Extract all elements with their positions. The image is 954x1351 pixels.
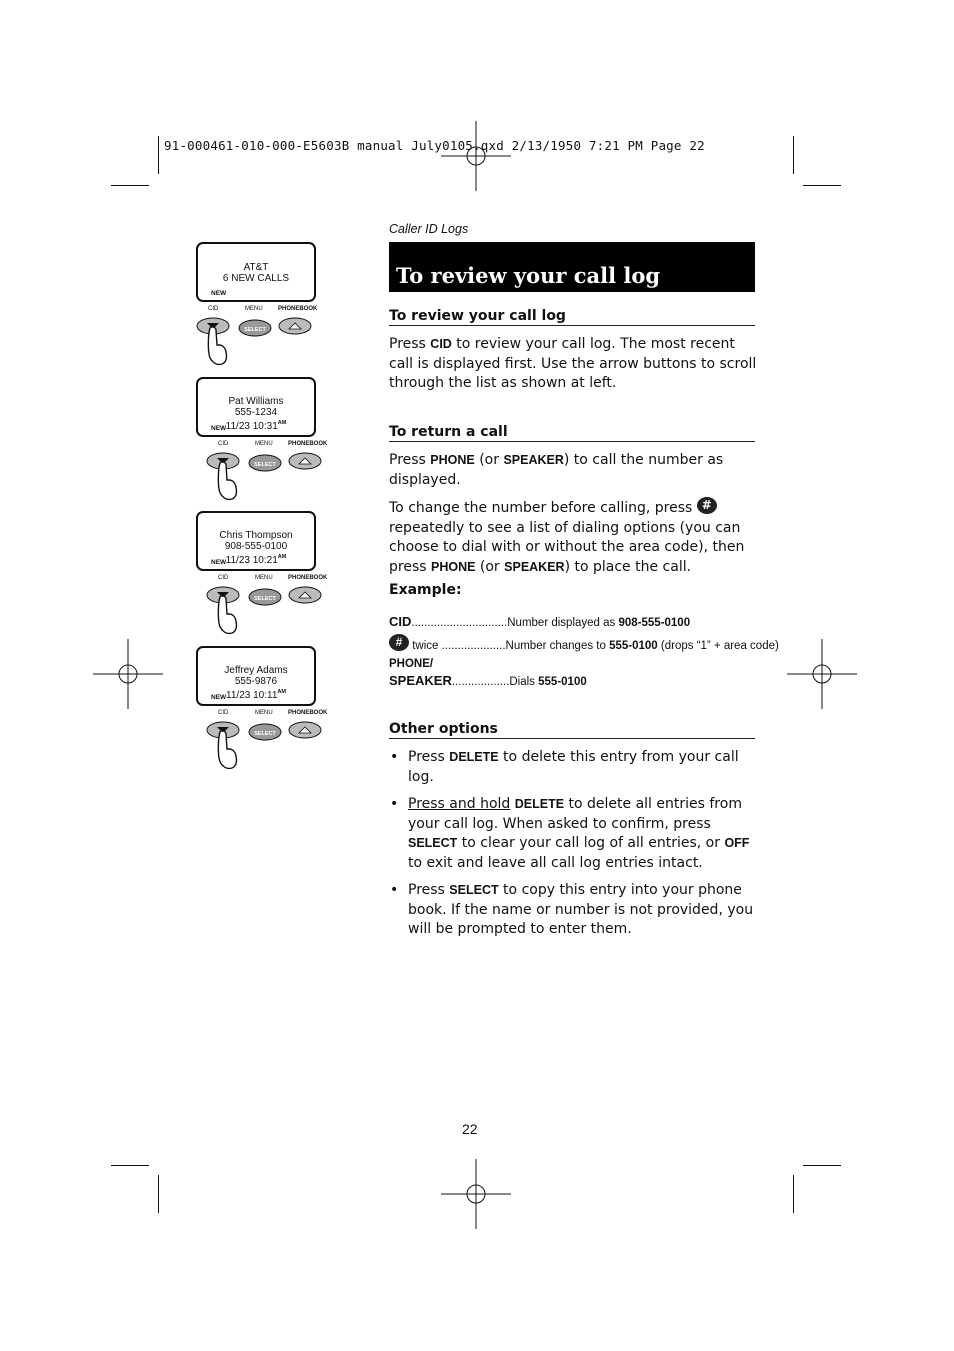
list-item <box>389 748 757 787</box>
keypad-icon <box>206 718 346 780</box>
phone-number: 555-0100 <box>609 640 658 652</box>
crop-mark <box>793 1175 794 1213</box>
cid-label: CID <box>208 306 219 312</box>
example-heading: Example: <box>389 582 462 598</box>
text: Number displayed as <box>507 617 619 629</box>
leader-dots: .................. <box>451 676 510 688</box>
key-phone: PHONE <box>431 559 476 574</box>
example-row-cid <box>389 614 690 629</box>
return-heading: To return a call <box>389 424 755 442</box>
lcd-line-2: 555-1234 <box>234 407 278 418</box>
lcd-line-1: Chris Thompson <box>219 530 293 541</box>
keypad <box>206 441 346 511</box>
timestamp: 11/23 10:21 <box>225 555 278 566</box>
keypad <box>206 710 346 780</box>
am-indicator: AM <box>277 689 286 695</box>
text: To change the number before calling, press <box>389 500 697 516</box>
new-indicator: NEW <box>211 559 227 566</box>
key-delete: DELETE <box>514 797 565 811</box>
text: (or <box>475 558 505 575</box>
key-off: OFF <box>724 836 750 850</box>
text: to delete all entries from your call log. When asked to confirm, press <box>408 796 742 832</box>
menu-label: MENU <box>255 710 273 716</box>
review-heading: To review your call log <box>389 308 755 326</box>
registration-mark <box>93 639 163 709</box>
example-row-hash <box>389 634 779 652</box>
timestamp: 11/23 10:31 <box>225 421 278 432</box>
am-indicator: AM <box>277 420 287 426</box>
phonebook-label: PHONEBOOK <box>288 441 328 447</box>
menu-label: MENU <box>255 575 273 581</box>
text: ) to call the number as displayed. <box>389 452 724 488</box>
am-indicator: AM <box>277 554 287 560</box>
phonebook-label: PHONEBOOK <box>278 306 318 312</box>
bullet: • <box>390 749 399 765</box>
text: to clear your call log of all entries, or <box>457 835 725 851</box>
keypad-icon <box>206 449 346 511</box>
return-paragraph-1 <box>389 451 757 490</box>
lcd-line-1: Pat Williams <box>228 396 284 407</box>
menu-label: MENU <box>255 441 273 447</box>
crop-mark <box>803 1165 841 1166</box>
text: to exit and leave all call log entries intact. <box>408 854 703 871</box>
phonebook-label: PHONEBOOK <box>288 575 328 581</box>
example-row-speaker <box>389 673 587 688</box>
list-item <box>389 795 757 873</box>
hash-key-icon: # <box>389 634 409 651</box>
keypad-icon <box>196 314 336 376</box>
hash-key-icon: # <box>697 497 717 514</box>
crop-mark <box>158 1175 159 1213</box>
lcd-line-2: 908-555-0100 <box>224 541 288 552</box>
list-item <box>389 881 757 940</box>
text: to review your call log. The most recent call is displayed first. Use the arrow buttons to scroll through the list as shown at left. <box>389 336 757 391</box>
registration-mark <box>441 1159 511 1229</box>
text: ) to place the call. <box>564 558 692 575</box>
crop-mark <box>793 136 794 174</box>
example-row-phone <box>389 658 433 670</box>
text: Press <box>408 749 450 765</box>
text: to copy this entry into your phone book. If the name or number is not provided, you will be prompted to enter them. <box>408 882 754 937</box>
bullet: • <box>390 796 399 812</box>
key-select: SELECT <box>449 883 499 897</box>
menu-label: MENU <box>245 306 263 312</box>
section-label: Caller ID Logs <box>389 222 469 236</box>
crop-mark <box>158 136 159 174</box>
crop-mark <box>803 185 841 186</box>
select-key-text: SELECT <box>254 462 276 468</box>
other-list <box>389 748 757 948</box>
text: Press <box>408 882 450 898</box>
text: (drops “1” + area code) <box>657 640 779 652</box>
key-speaker: SPEAKER <box>389 673 452 688</box>
key-select: SELECT <box>408 836 458 850</box>
timestamp: 11/23 10:11 <box>226 690 278 701</box>
cid-label: CID <box>218 575 229 581</box>
text: Press <box>389 452 431 468</box>
registration-mark <box>441 121 511 191</box>
text: to delete this entry from your call log. <box>408 749 739 785</box>
key-cid: CID <box>430 337 452 351</box>
text: (or <box>474 452 504 468</box>
key-phone: PHONE/ <box>389 658 434 670</box>
key-delete: DELETE <box>449 750 499 764</box>
lcd-screen <box>196 511 316 571</box>
lcd-screen <box>196 377 316 437</box>
lcd-line-2: 6 NEW CALLS <box>222 273 290 284</box>
bullet: • <box>390 882 399 898</box>
text: Press <box>389 336 431 352</box>
key-speaker: SPEAKER <box>503 453 564 467</box>
new-indicator: NEW <box>211 290 227 297</box>
select-key-text: SELECT <box>254 731 276 737</box>
text: repeatedly to see a list of dialing options (you can choose to dial with or without the area code), then press <box>389 519 745 575</box>
other-heading: Other options <box>389 721 755 739</box>
keypad <box>196 306 336 376</box>
crop-mark <box>111 1165 149 1166</box>
cid-label: CID <box>218 710 229 716</box>
review-paragraph <box>389 335 757 394</box>
print-slug: 91-000461-010-000-E5603B manual July0105.qxd 2/13/1950 7:21 PM Page 22 <box>164 138 705 153</box>
key-cid: CID <box>389 614 412 629</box>
page-title: To review your call log <box>396 263 661 288</box>
registration-mark <box>787 639 857 709</box>
keypad <box>206 575 346 645</box>
lcd-screen <box>196 646 316 706</box>
title-bar <box>389 242 755 292</box>
page-number: 22 <box>462 1121 478 1137</box>
key-speaker: SPEAKER <box>504 559 565 574</box>
return-paragraph-2 <box>389 497 757 577</box>
keypad-icon <box>206 583 346 645</box>
lcd-line-2: 555-9876 <box>234 676 278 687</box>
cid-label: CID <box>218 441 229 447</box>
new-indicator: NEW <box>211 425 227 432</box>
new-indicator: NEW <box>211 694 227 701</box>
text: Dials <box>509 676 539 688</box>
key-phone: PHONE <box>430 453 475 467</box>
lcd-line-1: Jeffrey Adams <box>224 665 288 676</box>
leader-dots: .................... <box>441 640 506 652</box>
select-key-text: SELECT <box>254 596 276 602</box>
text: twice <box>412 640 439 652</box>
lcd-screen <box>196 242 316 302</box>
text: Number changes to <box>505 640 610 652</box>
phonebook-label: PHONEBOOK <box>288 710 328 716</box>
phone-number: 555-0100 <box>538 676 587 688</box>
phone-number: 908-555-0100 <box>618 617 691 629</box>
crop-mark <box>111 185 149 186</box>
lcd-line-1: AT&T <box>243 262 269 273</box>
leader-dots: .............................. <box>411 617 508 629</box>
select-key-text: SELECT <box>244 327 266 333</box>
text: Press and hold <box>408 796 511 812</box>
